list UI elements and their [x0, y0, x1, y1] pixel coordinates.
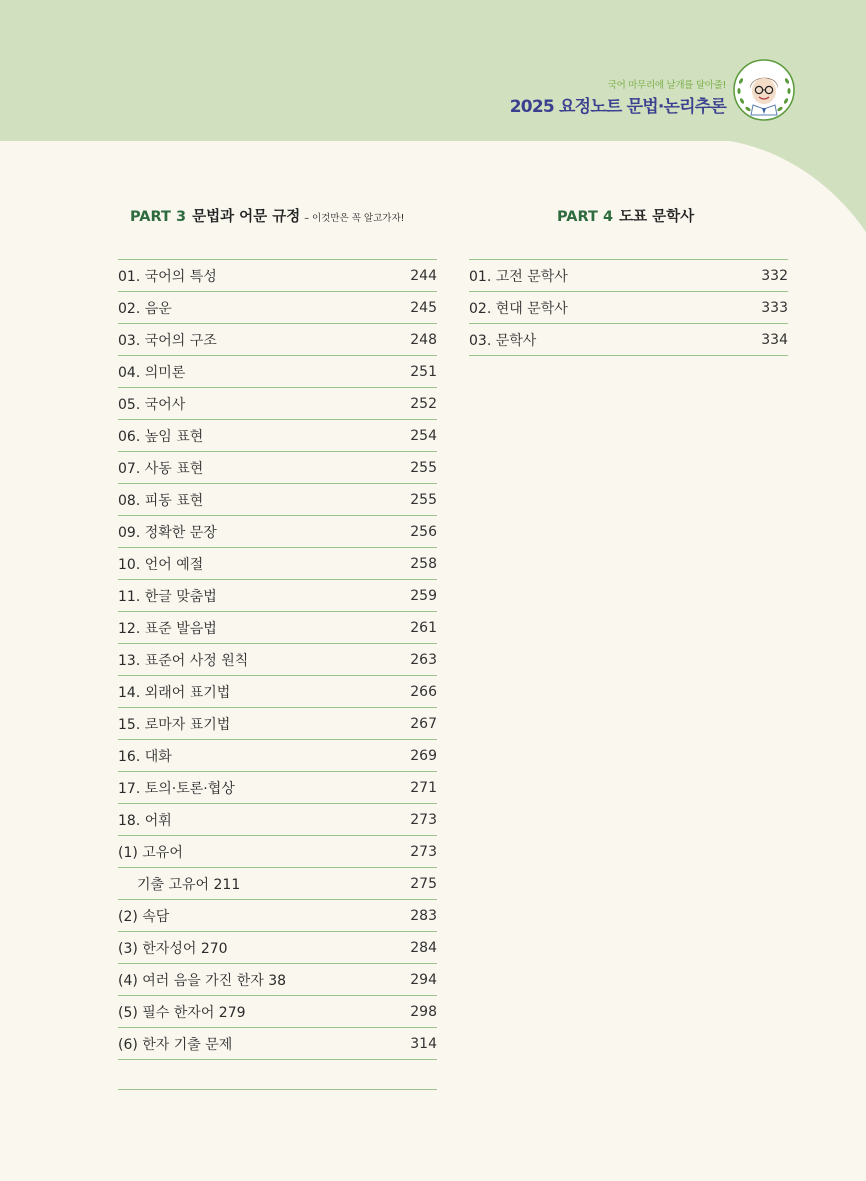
laurel-wreath-teacher-portrait-icon [733, 59, 795, 121]
toc-entry-page-number: 255 [410, 491, 437, 508]
toc-entry-page-number: 248 [410, 331, 437, 348]
toc-entry-page-number: 251 [410, 363, 437, 380]
toc-entry[interactable] [118, 484, 437, 516]
part4-title: 도표 문학사 [619, 209, 695, 225]
toc-entry[interactable] [118, 964, 437, 996]
toc-entry[interactable] [118, 996, 437, 1028]
toc-entry-page-number: 263 [410, 651, 437, 668]
toc-entry[interactable] [118, 548, 437, 580]
toc-entry-page-number: 294 [410, 971, 437, 988]
part3-title: 문법과 어문 규정 [192, 209, 301, 225]
toc-entry[interactable] [118, 836, 437, 868]
toc-entry[interactable] [118, 772, 437, 804]
toc-entry[interactable] [118, 1028, 437, 1060]
toc-entry-page-number: 254 [410, 427, 437, 444]
toc-entry-title: 09. 정확한 문장 [118, 524, 217, 541]
toc-entry[interactable] [118, 868, 437, 900]
toc-entry-page-number: 259 [410, 587, 437, 604]
toc-entry-page-number: 333 [761, 299, 788, 316]
toc-entry-page-number: 298 [410, 1003, 437, 1020]
part3-subtitle: – 이것만은 꼭 알고가자! [304, 213, 405, 224]
part4-toc-list [469, 259, 788, 356]
toc-entry-title: (4) 여러 음을 가진 한자 38 [118, 972, 287, 989]
toc-entry-title: 03. 문학사 [469, 332, 537, 349]
toc-entry-page-number: 314 [410, 1035, 437, 1052]
toc-entry-page-number: 284 [410, 939, 437, 956]
toc-entry-page-number: 261 [410, 619, 437, 636]
part3-heading [130, 205, 404, 226]
toc-entry-title: 12. 표준 발음법 [118, 620, 217, 637]
toc-entry-title: 02. 음운 [118, 300, 172, 317]
toc-entry[interactable] [118, 324, 437, 356]
toc-entry-title: 06. 높임 표현 [118, 428, 204, 445]
toc-entry-page-number: 258 [410, 555, 437, 572]
toc-entry-title: 11. 한글 맞춤법 [118, 588, 217, 605]
toc-entry[interactable] [469, 260, 788, 292]
toc-entry-page-number: 334 [761, 331, 788, 348]
toc-entry[interactable] [118, 388, 437, 420]
toc-entry-title: 03. 국어의 구조 [118, 332, 217, 349]
toc-entry[interactable] [118, 580, 437, 612]
toc-entry[interactable] [118, 900, 437, 932]
toc-entry-title: (6) 한자 기출 문제 [118, 1036, 233, 1053]
part3-end-rule [118, 1089, 437, 1090]
toc-entry[interactable] [118, 452, 437, 484]
toc-entry-title: 15. 로마자 표기법 [118, 716, 231, 733]
toc-entry[interactable] [118, 420, 437, 452]
toc-entry[interactable] [118, 516, 437, 548]
toc-entry-page-number: 245 [410, 299, 437, 316]
toc-entry-page-number: 269 [410, 747, 437, 764]
toc-entry-page-number: 256 [410, 523, 437, 540]
toc-entry-title: 17. 토의·토론·협상 [118, 780, 235, 797]
toc-entry-page-number: 244 [410, 267, 437, 284]
toc-entry-title: 10. 언어 예절 [118, 556, 204, 573]
toc-entry-title: (3) 한자성어 270 [118, 940, 228, 957]
toc-entry[interactable] [118, 612, 437, 644]
toc-entry[interactable] [118, 676, 437, 708]
toc-entry-page-number: 275 [410, 875, 437, 892]
part3-number: PART 3 [130, 209, 187, 225]
toc-entry-page-number: 255 [410, 459, 437, 476]
part3-toc-list [118, 259, 437, 1060]
toc-entry-page-number: 283 [410, 907, 437, 924]
toc-entry-page-number: 273 [410, 843, 437, 860]
toc-entry-title: 13. 표준어 사정 원칙 [118, 652, 249, 669]
toc-entry-page-number: 271 [410, 779, 437, 796]
part4-number: PART 4 [557, 209, 614, 225]
toc-entry-title: 기출 고유어 211 [137, 876, 241, 893]
toc-entry-title: (1) 고유어 [118, 844, 183, 861]
toc-entry-title: 16. 대화 [118, 748, 172, 765]
toc-entry-title: 01. 고전 문학사 [469, 268, 568, 285]
toc-entry[interactable] [118, 708, 437, 740]
toc-entry-title: (2) 속담 [118, 908, 170, 925]
book-tagline: 국어 마무리에 날개를 달아줄! [607, 80, 726, 91]
toc-entry-page-number: 267 [410, 715, 437, 732]
toc-entry-title: 05. 국어사 [118, 396, 186, 413]
book-brand [510, 77, 726, 117]
toc-entry[interactable] [118, 260, 437, 292]
toc-entry[interactable] [118, 644, 437, 676]
toc-entry[interactable] [118, 292, 437, 324]
toc-entry[interactable] [469, 324, 788, 356]
toc-entry-title: (5) 필수 한자어 279 [118, 1004, 246, 1021]
toc-entry-title: 01. 국어의 특성 [118, 268, 217, 285]
toc-entry-title: 08. 피동 표현 [118, 492, 204, 509]
toc-entry-page-number: 273 [410, 811, 437, 828]
toc-entry-page-number: 252 [410, 395, 437, 412]
toc-entry-page-number: 266 [410, 683, 437, 700]
toc-entry-page-number: 332 [761, 267, 788, 284]
toc-entry-title: 07. 사동 표현 [118, 460, 204, 477]
toc-entry[interactable] [118, 740, 437, 772]
toc-entry[interactable] [118, 932, 437, 964]
book-title: 2025 요정노트 문법·논리추론 [509, 97, 726, 117]
toc-entry[interactable] [118, 804, 437, 836]
toc-entry[interactable] [118, 356, 437, 388]
toc-entry-title: 18. 어휘 [118, 812, 172, 829]
toc-entry-title: 14. 외래어 표기법 [118, 684, 231, 701]
toc-entry-title: 02. 현대 문학사 [469, 300, 568, 317]
toc-entry-title: 04. 의미론 [118, 364, 186, 381]
toc-entry[interactable] [469, 292, 788, 324]
part4-heading [557, 205, 694, 226]
